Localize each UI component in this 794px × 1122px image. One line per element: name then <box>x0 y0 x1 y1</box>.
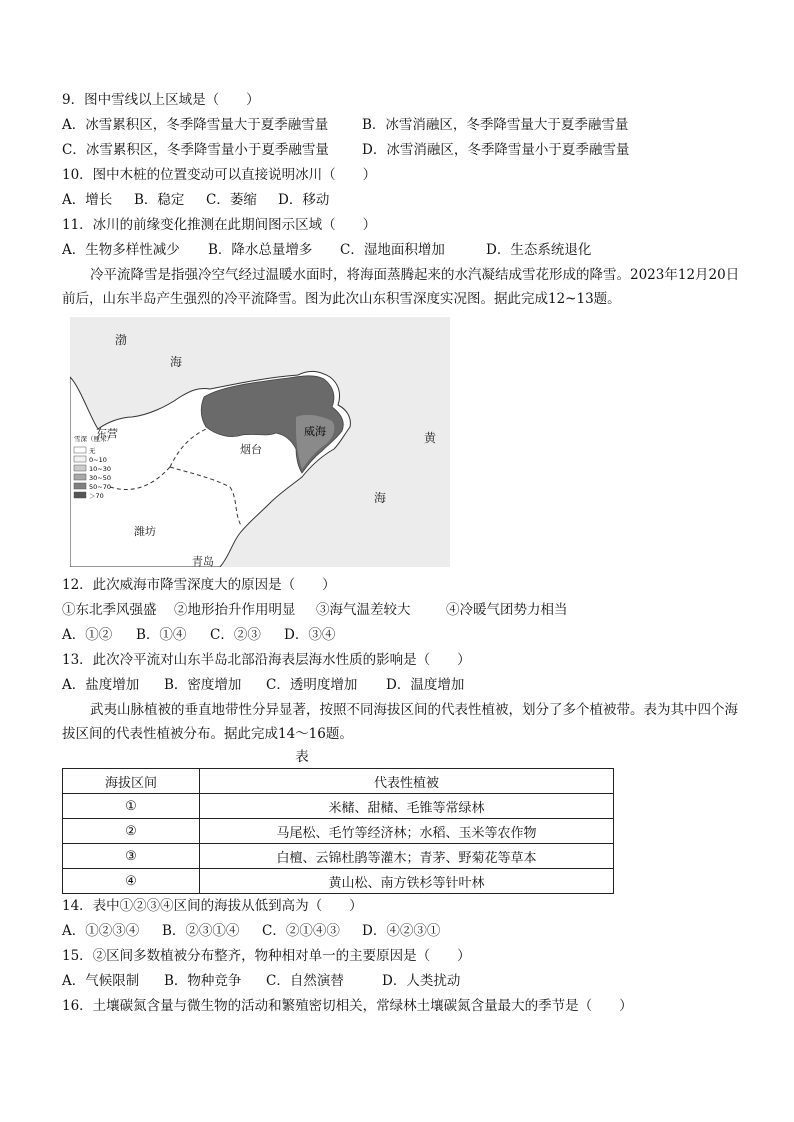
q9-option-b: B．冰雪消融区，冬季降雪量大于夏季融雪量 <box>362 117 629 133</box>
q15-option-d: D．人类扰动 <box>382 973 461 989</box>
q9-options-row2 <box>62 138 742 163</box>
snow-depth-map <box>70 317 450 567</box>
q13-option-b: B．密度增加 <box>164 677 242 693</box>
q12-item-3: ③海气温差较大 <box>316 602 411 618</box>
q10-option-c: C．萎缩 <box>206 192 257 208</box>
map-label-weihai: 威海 <box>304 425 326 438</box>
q14-option-b: B．②③①④ <box>162 923 240 939</box>
table-cell-zone: ① <box>63 794 200 819</box>
map-label-qingdao: 青岛 <box>192 555 214 568</box>
legend-swatch <box>74 474 86 480</box>
q9-option-c: C．冰雪累积区，冬季降雪量小于夏季融雪量 <box>62 142 329 158</box>
q9-option-d: D．冰雪消融区，冬季降雪量小于夏季融雪量 <box>362 142 630 158</box>
q12-items <box>62 598 742 623</box>
q11-option-a: A．生物多样性减少 <box>62 242 180 258</box>
table-row <box>63 794 614 819</box>
table-cell-vegetation: 米槠、甜槠、毛锥等常绿林 <box>200 794 614 819</box>
vegetation-table <box>62 768 614 894</box>
q12-option-a: A．①② <box>62 627 113 643</box>
map-label-yantai: 烟台 <box>240 443 262 456</box>
table-row <box>63 869 614 894</box>
legend-swatch <box>74 447 86 453</box>
table-header-vegetation: 代表性植被 <box>200 769 614 794</box>
q15-options <box>62 969 742 994</box>
legend-swatch <box>74 456 86 462</box>
map-label-hai: 海 <box>374 491 387 505</box>
legend-label: ＞70 <box>89 492 104 500</box>
q13-option-a: A．盐度增加 <box>62 677 140 693</box>
q15-option-b: B．物种竞争 <box>164 973 242 989</box>
legend-swatch <box>74 465 86 471</box>
q13-option-d: D．温度增加 <box>386 677 465 693</box>
q12-options <box>62 623 742 648</box>
q9-option-a: A．冰雪累积区，冬季降雪量大于夏季融雪量 <box>62 117 329 133</box>
q14-option-c: C．②①④③ <box>262 923 340 939</box>
q11-option-b: B．降水总量增多 <box>208 242 313 258</box>
q15-stem: 15．②区间多数植被分布整齐，物种相对单一的主要原因是（ ） <box>62 948 471 964</box>
passage-snowfall: 冷平流降雪是指强冷空气经过温暖水面时，将海面蒸腾起来的水汽凝结成雪花形成的降雪。2023年12月20日前后，山东半岛产生强烈的冷平流降雪。图为此次山东积雪深度实况图。据此完成12~13题。 <box>62 267 740 307</box>
q10-options <box>62 188 742 213</box>
exam-page <box>62 88 742 1019</box>
q10-option-b: B．稳定 <box>134 192 185 208</box>
q11-options <box>62 238 742 263</box>
table-cell-vegetation: 黄山松、南方铁杉等针叶林 <box>200 869 614 894</box>
q10-stem: 10．图中木桩的位置变动可以直接说明冰川（ ） <box>62 167 377 183</box>
map-label-bohai-2: 海 <box>170 355 183 369</box>
table-cell-vegetation: 白檀、云锦杜鹃等灌木；青茅、野菊花等草本 <box>200 844 614 869</box>
q14-stem: 14．表中①②③④区间的海拔从低到高为（ ） <box>62 898 363 914</box>
q9-options-row1 <box>62 113 742 138</box>
q15-option-a: A．气候限制 <box>62 973 140 989</box>
table-header-altitude: 海拔区间 <box>63 769 200 794</box>
q12-option-d: D．③④ <box>284 627 336 643</box>
q11-option-d: D．生态系统退化 <box>486 242 592 258</box>
map-label-dongying: 东营 <box>96 427 118 440</box>
q12-stem: 12．此次威海市降雪深度大的原因是（ ） <box>62 577 336 593</box>
legend-label: 0~10 <box>89 456 107 464</box>
map-label-huang: 黄 <box>424 431 437 445</box>
q15-option-c: C．自然演替 <box>266 973 344 989</box>
table-cell-zone: ④ <box>63 869 200 894</box>
map-label-bohai-1: 渤 <box>115 333 128 347</box>
q12-item-4: ④冷暖气团势力相当 <box>446 602 568 618</box>
q13-option-c: C．透明度增加 <box>266 677 358 693</box>
q11-option-c: C．湿地面积增加 <box>340 242 445 258</box>
table-cell-zone: ③ <box>63 844 200 869</box>
q14-option-a: A．①②③④ <box>62 923 140 939</box>
map-label-weifang: 潍坊 <box>134 525 156 538</box>
q12-item-1: ①东北季风强盛 <box>62 602 157 618</box>
table-cell-vegetation: 马尾松、毛竹等经济林；水稻、玉米等农作物 <box>200 819 614 844</box>
q10-option-d: D．移动 <box>278 192 330 208</box>
table-row <box>63 844 614 869</box>
q16-stem: 16．土壤碳氮含量与微生物的活动和繁殖密切相关，常绿林土壤碳氮含量最大的季节是（ ） <box>62 998 633 1014</box>
legend-swatch <box>74 492 86 498</box>
legend-swatch <box>74 483 86 489</box>
q14-options <box>62 919 742 944</box>
q9-stem: 9．图中雪线以上区域是（ ） <box>62 92 260 108</box>
q14-option-d: D．④②③① <box>362 923 441 939</box>
q11-stem: 11．冰川的前缘变化推测在此期间图示区域（ ） <box>62 217 377 233</box>
q13-options <box>62 673 742 698</box>
table-header-row <box>63 769 614 794</box>
q10-option-a: A．增长 <box>62 192 113 208</box>
q12-option-b: B．①④ <box>136 627 187 643</box>
legend-label: 30~50 <box>89 474 111 482</box>
legend-title: 雪深（厘米） <box>74 435 113 443</box>
table-row <box>63 819 614 844</box>
legend-label: 无 <box>89 447 96 455</box>
q13-stem: 13．此次冷平流对山东半岛北部沿海表层海水性质的影响是（ ） <box>62 652 471 668</box>
legend-label: 50~70 <box>89 483 111 491</box>
legend-label: 10~30 <box>89 465 111 473</box>
table-cell-zone: ② <box>63 819 200 844</box>
table-title: 表 <box>295 749 309 765</box>
q12-item-2: ②地形抬升作用明显 <box>174 602 296 618</box>
passage-vegetation: 武夷山脉植被的垂直地带性分异显著，按照不同海拔区间的代表性植被，划分了多个植被带。表为其中四个海拔区间的代表性植被分布。据此完成14～16题。 <box>62 702 738 742</box>
q12-option-c: C．②③ <box>210 627 261 643</box>
